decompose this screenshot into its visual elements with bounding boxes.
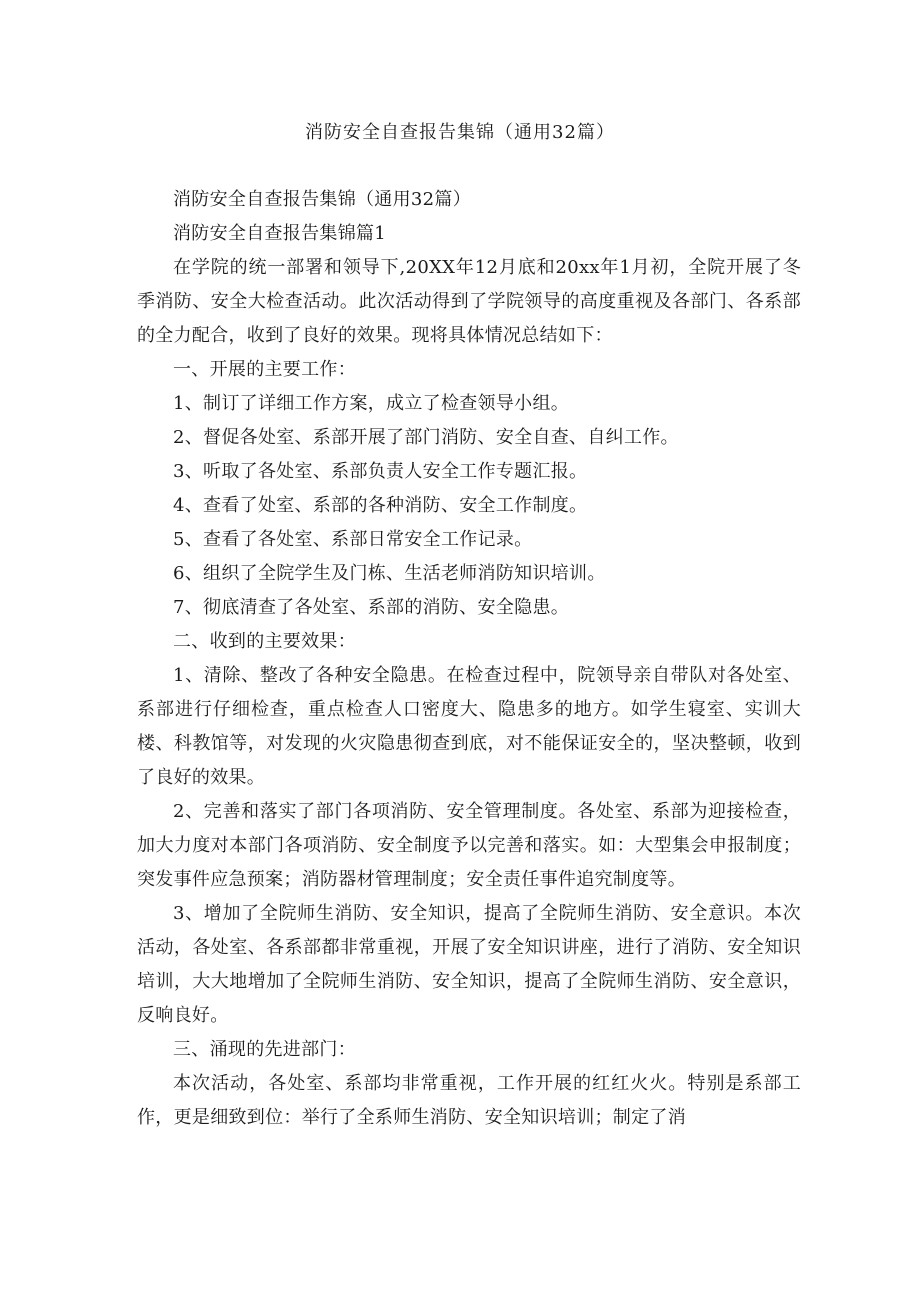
section-heading: 消防安全自查报告集锦篇1 [173, 223, 387, 244]
closing-paragraph: 本次活动，各处室、系部均非常重视，工作开展的红红火火。特别是系部工作，更是细致到位：举行了全系师生消防、安全知识培训；制定了消 [137, 1073, 801, 1128]
list-item: 5、查看了各处室、系部日常安全工作记录。 [173, 529, 533, 550]
list-item: 6、组织了全院学生及门栋、生活老师消防知识培训。 [173, 563, 606, 584]
subtitle-paragraph: 消防安全自查报告集锦（通用32篇） [173, 189, 472, 210]
heading-advanced-departments: 三、涌现的先进部门： [173, 1039, 356, 1060]
heading-main-work: 一、开展的主要工作： [173, 359, 356, 380]
intro-paragraph: 在学院的统一部署和领导下,20XX年12月底和20xx年1月初，全院开展了冬季消防、安全大检查活动。此次活动得到了学院领导的高度重视及各部门、各系部的全力配合，收到了良好的效果。现将具体情况总结如下： [137, 257, 801, 346]
document-title: 消防安全自查报告集锦（通用32篇） [305, 122, 615, 143]
effect-paragraph: 3、增加了全院师生消防、安全知识，提高了全院师生消防、安全意识。本次活动，各处室、各系部都非常重视，开展了安全知识讲座，进行了消防、安全知识培训，大大地增加了全院师生消防、安全知识，提高了全院师生消防、安全意识，反响良好。 [137, 903, 801, 1026]
effect-paragraph: 2、完善和落实了部门各项消防、安全管理制度。各处室、系部为迎接检查，加大力度对本部门各项消防、安全制度予以完善和落实。如：大型集会申报制度；突发事件应急预案；消防器材管理制度；安全责任事件追究制度等。 [137, 801, 801, 890]
list-item: 2、督促各处室、系部开展了部门消防、安全自查、自纠工作。 [173, 427, 679, 448]
effect-paragraph: 1、清除、整改了各种安全隐患。在检查过程中，院领导亲自带队对各处室、系部进行仔细检查，重点检查人口密度大、隐患多的地方。如学生寝室、实训大楼、科教馆等，对发现的火灾隐患彻查到底，对不能保证安全的，坚决整顿，收到了良好的效果。 [137, 665, 801, 788]
list-item: 4、查看了处室、系部的各种消防、安全工作制度。 [173, 495, 588, 516]
list-item: 7、彻底清查了各处室、系部的消防、安全隐患。 [173, 597, 570, 618]
heading-main-effects: 二、收到的主要效果： [173, 631, 356, 652]
list-item: 3、听取了各处室、系部负责人安全工作专题汇报。 [173, 461, 588, 482]
document-body [137, 183, 801, 1135]
list-item: 1、制订了详细工作方案，成立了检查领导小组。 [173, 393, 570, 414]
